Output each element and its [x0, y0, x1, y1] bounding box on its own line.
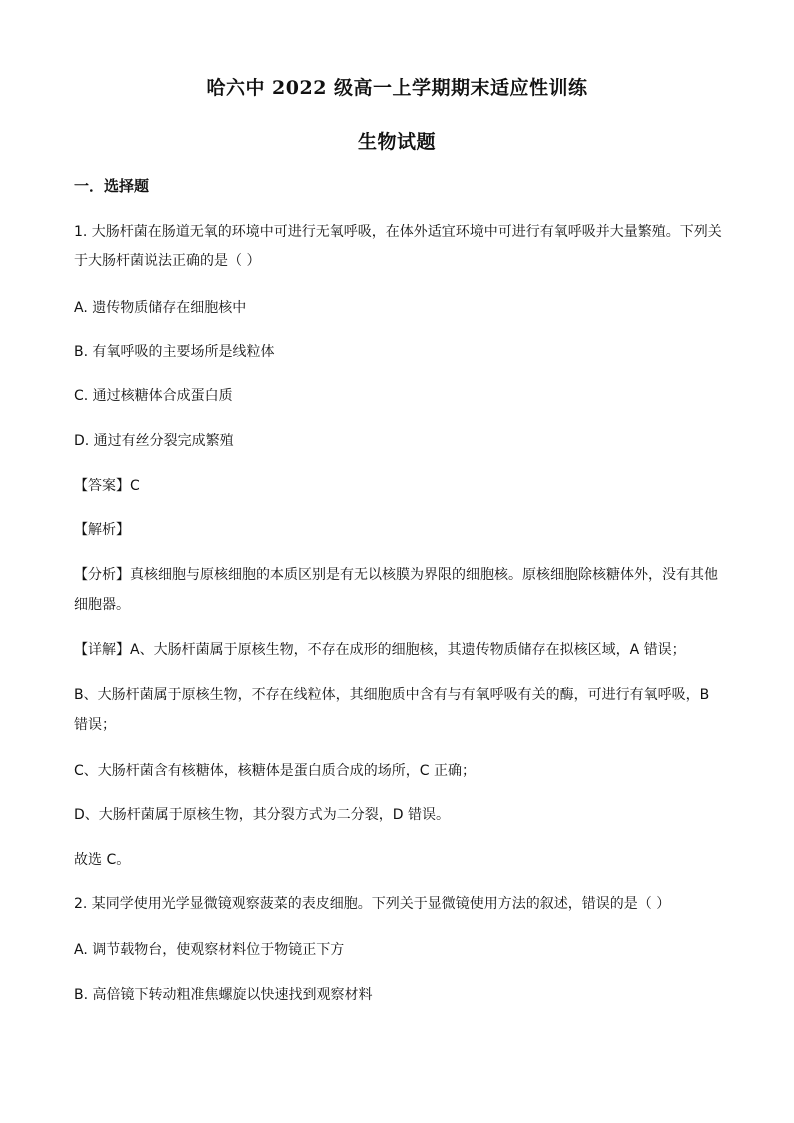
detail-a-line [74, 641, 686, 659]
q2-option-a: A. 调节载物台，使观察材料位于物镜正下方 [74, 942, 345, 958]
fenxi-text: 真核细胞与原核细胞的本质区别是有无以核膜为界限的细胞核。原核细胞除核糖体外，没有其他 [130, 567, 718, 583]
fenxi-line2: 细胞器。 [74, 597, 130, 613]
q2-option-b: B. 高倍镜下转动粗准焦螺旋以快速找到观察材料 [74, 987, 373, 1003]
detail-a-text: A、大肠杆菌属于原核生物，不存在成形的细胞核，其遗传物质储存在拟核区域，A 错误； [130, 642, 686, 658]
q1-option-d: D. 通过有丝分裂完成繁殖 [74, 433, 234, 449]
q1-option-a: A. 遗传物质储存在细胞核中 [74, 300, 247, 316]
page-title: 哈六中 2022 级高一上学期期末适应性训练 [206, 77, 588, 99]
answer-line [74, 477, 140, 495]
fenxi-tag: 【分析】 [74, 567, 130, 583]
page-subtitle: 生物试题 [357, 131, 436, 153]
section-heading: 一．选择题 [74, 177, 150, 195]
q1-stem-line2: 于大肠杆菌说法正确的是（ ） [74, 253, 261, 269]
q1-stem-line1: 1. 大肠杆菌在肠道无氧的环境中可进行无氧呼吸，在体外适宜环境中可进行有氧呼吸并大量繁殖。下列关 [74, 224, 722, 240]
q1-option-b: B. 有氧呼吸的主要场所是线粒体 [74, 344, 275, 360]
xiangjie-tag: 【详解】 [74, 642, 130, 658]
answer-tag: 【答案】 [74, 478, 130, 494]
analysis-tag: 【解析】 [74, 522, 130, 538]
detail-b-line2: 错误； [74, 717, 116, 733]
conclusion-line: 故选 C。 [74, 852, 131, 868]
q1-option-c: C. 通过核糖体合成蛋白质 [74, 388, 233, 404]
detail-c-line: C、大肠杆菌含有核糖体，核糖体是蛋白质合成的场所，C 正确； [74, 763, 476, 779]
detail-b-line1: B、大肠杆菌属于原核生物，不存在线粒体，其细胞质中含有与有氧呼吸有关的酶，可进行有氧呼吸，B [74, 687, 710, 703]
q2-stem: 2. 某同学使用光学显微镜观察菠菜的表皮细胞。下列关于显微镜使用方法的叙述，错误的是（ ） [74, 896, 671, 912]
answer-value: C [130, 478, 140, 494]
detail-d-line: D、大肠杆菌属于原核生物，其分裂方式为二分裂，D 错误。 [74, 807, 451, 823]
fenxi-line1 [74, 566, 718, 584]
